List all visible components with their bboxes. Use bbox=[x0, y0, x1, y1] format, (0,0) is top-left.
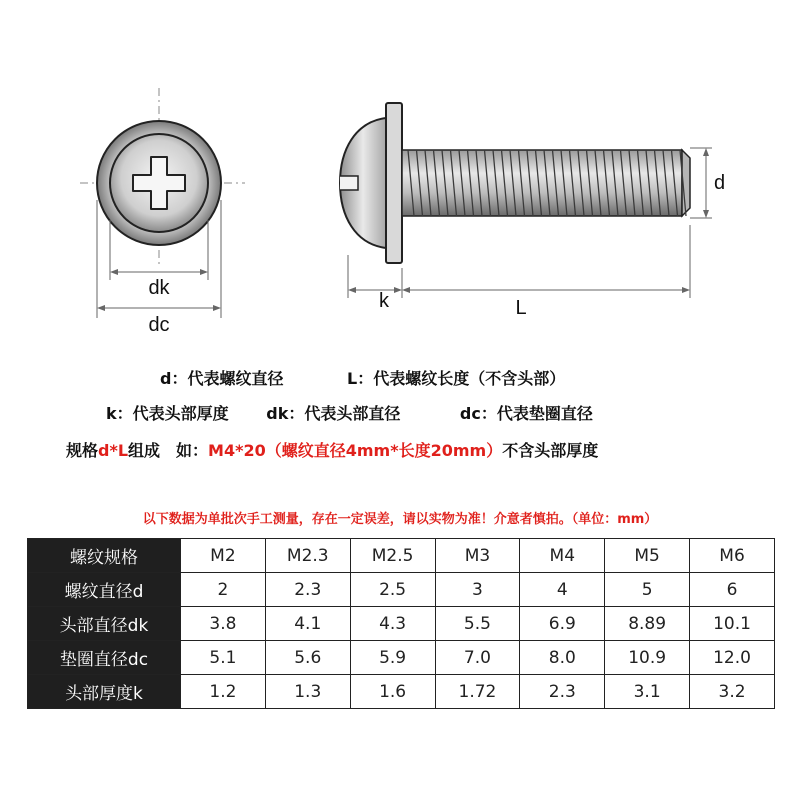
table-cell: 3.8 bbox=[181, 607, 266, 641]
legend-spec-dl: d*L bbox=[98, 441, 129, 460]
d-label: d bbox=[714, 172, 726, 194]
table-cell: 3 bbox=[435, 573, 520, 607]
table-cell: M2.5 bbox=[350, 539, 435, 573]
table-cell: M4 bbox=[520, 539, 605, 573]
table-cell: 1.2 bbox=[181, 675, 266, 709]
table-cell: M2.3 bbox=[265, 539, 350, 573]
table-cell: 10.1 bbox=[690, 607, 775, 641]
table-cell: 1.3 bbox=[265, 675, 350, 709]
table-cell: 2.3 bbox=[520, 675, 605, 709]
table-cell: M3 bbox=[435, 539, 520, 573]
front-view bbox=[80, 88, 245, 268]
k-label: k bbox=[379, 290, 389, 312]
table-cell: 5 bbox=[605, 573, 690, 607]
table-cell: 1.72 bbox=[435, 675, 520, 709]
L-dimension bbox=[402, 225, 690, 319]
table-cell: 3.1 bbox=[605, 675, 690, 709]
table-cell: 5.9 bbox=[350, 641, 435, 675]
table-cell: 7.0 bbox=[435, 641, 520, 675]
measurement-note: 以下数据为单批次手工测量，存在一定误差，请以实物为准！介意者慎拍。（单位：mm） bbox=[142, 512, 658, 527]
legend-d: d：代表螺纹直径 bbox=[160, 369, 284, 388]
table-cell: 3.2 bbox=[690, 675, 775, 709]
legend-line-1 bbox=[160, 366, 565, 389]
table-cell: 1.6 bbox=[350, 675, 435, 709]
dk-label: dk bbox=[148, 277, 170, 299]
table-cell: 8.89 bbox=[605, 607, 690, 641]
table-row bbox=[28, 675, 775, 709]
table-cell: 10.9 bbox=[605, 641, 690, 675]
table-cell: 12.0 bbox=[690, 641, 775, 675]
spec-table bbox=[27, 538, 775, 709]
table-cell: 2.3 bbox=[265, 573, 350, 607]
legend-dc: dc：代表垫圈直径 bbox=[459, 404, 593, 423]
legend-dk: dk：代表头部直径 bbox=[266, 404, 401, 423]
table-cell: 4.3 bbox=[350, 607, 435, 641]
table-cell: M5 bbox=[605, 539, 690, 573]
table-cell: 2.5 bbox=[350, 573, 435, 607]
legend-line-2 bbox=[106, 401, 593, 424]
L-label: L bbox=[515, 297, 527, 319]
table-cell: 5.6 bbox=[265, 641, 350, 675]
row-header: 螺纹规格 bbox=[28, 539, 181, 573]
row-header: 螺纹直径d bbox=[28, 573, 181, 607]
table-cell: 5.1 bbox=[181, 641, 266, 675]
legend-spec-compose: 组成 如： bbox=[128, 441, 209, 460]
table-cell: 6.9 bbox=[520, 607, 605, 641]
legend-spec-example: M4*20（螺纹直径4mm*长度20mm） bbox=[208, 441, 503, 460]
screw-diagram bbox=[0, 0, 800, 360]
table-row bbox=[28, 641, 775, 675]
table-cell: 2 bbox=[181, 573, 266, 607]
legend-spec-suffix: 不含头部厚度 bbox=[502, 441, 599, 460]
dc-label: dc bbox=[148, 314, 170, 336]
d-dimension bbox=[690, 148, 725, 218]
table-cell: 5.5 bbox=[435, 607, 520, 641]
row-header: 垫圈直径dc bbox=[28, 641, 181, 675]
table-header-row bbox=[28, 539, 775, 573]
row-header: 头部厚度k bbox=[28, 675, 181, 709]
legend-L: L：代表螺纹长度（不含头部） bbox=[347, 369, 566, 388]
table-row bbox=[28, 573, 775, 607]
table-cell: M6 bbox=[690, 539, 775, 573]
table-cell: 4.1 bbox=[265, 607, 350, 641]
table-cell: 6 bbox=[690, 573, 775, 607]
table-cell: 8.0 bbox=[520, 641, 605, 675]
legend-spec-prefix: 规格 bbox=[66, 441, 99, 460]
legend-k: k：代表头部厚度 bbox=[106, 404, 229, 423]
side-view bbox=[340, 103, 690, 263]
table-cell: M2 bbox=[181, 539, 266, 573]
table-cell: 4 bbox=[520, 573, 605, 607]
table-row bbox=[28, 607, 775, 641]
row-header: 头部直径dk bbox=[28, 607, 181, 641]
legend-line-3 bbox=[66, 438, 598, 461]
